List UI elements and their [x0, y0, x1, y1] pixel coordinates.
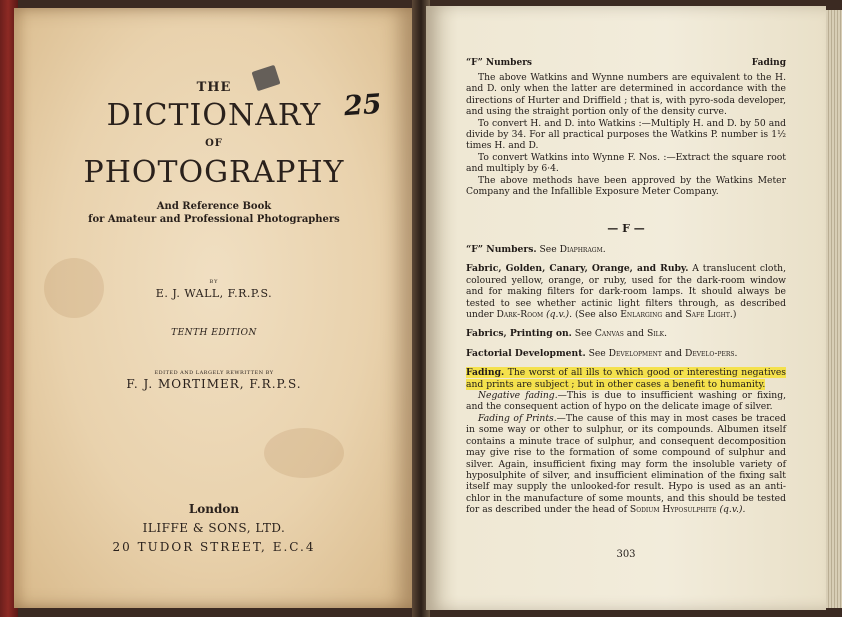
entry-f-numbers	[466, 244, 786, 255]
entry-text: See	[574, 328, 592, 340]
cross-reference: Diaphragm	[559, 244, 603, 255]
subtitle-line-2: for Amateur and Professional Photographers	[88, 214, 340, 225]
publisher-name: ILIFFE & SONS, LTD.	[142, 521, 286, 535]
paragraph-text: —This is due to insufficient washing or fixing, and the consequent action of hypo on the delicate image of silver.	[466, 390, 787, 413]
running-header-right: Fading	[751, 58, 786, 68]
intro-text	[466, 72, 786, 197]
entry-text: See	[588, 347, 606, 359]
entry-term: Fading.	[466, 367, 505, 379]
title-photography: PHOTOGRAPHY	[83, 155, 345, 190]
paper-stain	[264, 428, 344, 478]
edited-by-label: EDITED AND LARGELY REWRITTEN BY	[154, 370, 274, 376]
intro-paragraph: The above Watkins and Wynne numbers are equivalent to the H. and D. only when the latter are determined in accordance with the directions of Hurter and Driffield ; that is, with pyro-soda developer, and using the straight portion only of the density curve.	[466, 72, 786, 118]
cross-reference: Safe Light	[685, 309, 730, 321]
subhead: Negative fading.	[478, 390, 558, 402]
dictionary-entries	[466, 244, 786, 516]
qv-note: (q.v.).	[719, 504, 746, 516]
title-dictionary: DICTIONARY	[106, 98, 322, 133]
entry-fabric	[466, 263, 786, 320]
entry-term: “F” Numbers.	[466, 244, 537, 255]
publisher-city: London	[188, 502, 240, 516]
entry-end: .	[602, 244, 606, 255]
fading-prints-paragraph	[466, 413, 786, 516]
entry-text: and	[626, 328, 645, 340]
cross-reference: Sodium Hyposulphite	[629, 504, 717, 516]
subtitle-line-1: And Reference Book	[156, 201, 272, 212]
edition-label: TENTH EDITION	[171, 328, 257, 338]
entry-text: See	[539, 244, 557, 255]
entry-factorial	[466, 348, 786, 359]
cross-reference: Canvas	[594, 328, 624, 340]
paragraph-text: —The cause of this may in most cases be traced in some way or other to sulphur, or its compounds. Albumen itself contains a minute trace of sulphur, and consequent decomposition may give rise to the formation of some compound of sulphur and silver. Again, insufficient fixing may form the insoluble variety of hyposulphite of silver, and insufficient elimination of the fixing salt itself may supply the unlooked-for result. Hypo is used as an anti-chlor in the manufacture of some mounts, and this should be tested for as described under the head of	[466, 412, 786, 516]
handwritten-number: 25	[342, 88, 383, 123]
page-edges	[826, 10, 842, 608]
entry-term: Fabric, Golden, Canary, Orange, and Ruby.	[466, 263, 689, 275]
entry-term: Factorial Development.	[466, 347, 586, 359]
running-header-left: “F” Numbers	[466, 58, 532, 68]
highlighted-passage	[466, 367, 786, 389]
intro-paragraph: The above methods have been approved by the Watkins Meter Company and the Infallible Exposure Meter Company.	[466, 174, 786, 198]
entry-end: .)	[729, 309, 737, 321]
editor-name: F. J. MORTIMER, F.R.P.S.	[126, 377, 302, 391]
title-page	[14, 8, 414, 608]
entry-fabrics-printing	[466, 328, 786, 339]
author-name: E. J. WALL, F.R.P.S.	[155, 287, 273, 300]
negative-fading-paragraph	[466, 390, 786, 413]
qv-note: (q.v.).	[546, 309, 573, 321]
entry-text: A translucent cloth, coloured yellow, orange, or ruby, used for the dark-room window and for making filters for dark-room lamps. It should always be tested to see whether actinic light filters through, as described under	[466, 263, 786, 321]
page-number: 303	[616, 549, 636, 560]
entry-end: .	[734, 347, 738, 359]
subhead: Fading of Prints.	[478, 412, 557, 424]
intro-paragraph: To convert H. and D. into Watkins :—Multiply H. and D. by 50 and divide by 34. For all practical purposes the Watkins P. number is 1½ times H. and D.	[466, 117, 786, 152]
entry-text: The worst of all ills to which good or interesting negatives and prints are subject ; but in other cases a benefit to humanity.	[466, 367, 786, 390]
entry-term: Fabrics, Printing on.	[466, 328, 572, 340]
publisher-address: 20 TUDOR STREET, E.C.4	[112, 540, 316, 554]
entry-text: and	[665, 309, 683, 321]
cross-reference: Dark-Room	[496, 309, 544, 321]
cross-reference: Enlarging	[620, 309, 663, 321]
entry-fading	[466, 367, 786, 390]
by-label: BY	[209, 279, 219, 285]
entry-text: and	[664, 347, 683, 359]
title-of: OF	[205, 138, 223, 149]
cross-reference: Development	[608, 347, 662, 359]
cross-reference: Develo-pers	[684, 347, 735, 359]
title-the: THE	[196, 80, 232, 95]
cross-reference: Silk	[646, 328, 665, 340]
section-letter: — F —	[607, 222, 645, 235]
entry-text: (See also	[574, 309, 618, 321]
entry-end: .	[664, 328, 668, 340]
dictionary-page	[426, 6, 826, 610]
intro-paragraph: To convert Watkins into Wynne F. Nos. :—Extract the square root and multiply by 6·4.	[466, 151, 786, 175]
